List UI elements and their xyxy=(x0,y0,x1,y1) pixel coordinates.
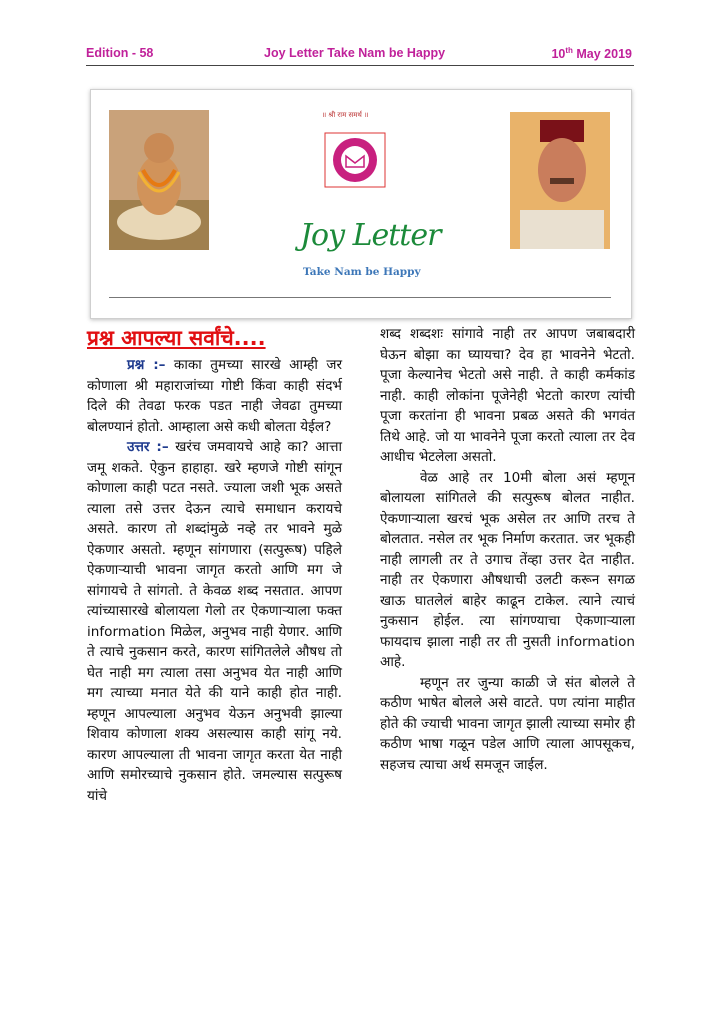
man-in-cap-photo xyxy=(510,112,610,249)
article-right-column xyxy=(380,324,635,775)
brand-tagline: Take Nam be Happy xyxy=(303,266,421,278)
edition-label: Edition - 58 xyxy=(86,46,154,60)
right-paragraph-2: वेळ आहे तर 10मी बोला असं म्हणून बोलायला सांगितले की सत्पुरूष बोलत नाहीत. ऐकणाऱ्याला खरचं भूक असेल तर आणि तरच ते बोलतात. नसेल तर भूक निर्माण करतात. जर भूकही नाही लागली तर ते उगाच तेंव्हा उत्तर देत नाहीत. नाही तर ऐकणारा औषधाची उलटी करून सगळ खाऊ घातलेलं बाहेर काढून टाकेल. त्याने त्याचं नुकसान होईल. त्या सांगण्याचा ऐकणाऱ्याला फायदाच झाला नाही तर ती नुसती information आहे. xyxy=(380,469,635,670)
article-left-column xyxy=(87,355,342,806)
answer-text: खरंच जमवायचे आहे का? आत्ता जमू शकते. ऐकुन हाहाहा. खरे म्हणजे गोष्टी सांगून कोणाला काही पटत नसते. ज्याला जशी भूक असते त्याला तसे उत्तर देऊन त्याचे समाधान करायचे असते. कारण तो शब्दांमुळे नव्हे तर भावने मुळे ऐकणार असतो. म्हणून सांगणारा (सत्पुरूष) पहिले ऐकणाऱ्याची भावना जागृत करतो आणि मग जे सांगायचे ते सांगतो. ते केवळ शब्द नसतात. आपण त्यांच्यासारखे बोलायला गेलो तर ऐकणाऱ्याला फक्त information मिळेल, अनुभव नाही येणार. आणि ते त्याचे नुकसान करते, कारण सांगितलेले औषध तो घेत नाही मग त्याला तसा अनुभव येत नाही आणि मग त्याच्या मनात येते की याने काही होत नाही. म्हणून आपल्याला अनुभव येऊन अनुभवी झाल्या शिवाय कोणाला शक्य असल्यास काही सांगू नये. कारण आपल्याला ती भावना जागृत करता येत नाही आणि समोरच्याचे नुकसान होते. जमल्यास सत्पुरूष यांचे xyxy=(87,439,342,804)
issue-date: 10th May 2019 xyxy=(551,46,632,62)
joy-letter-logo xyxy=(324,132,386,188)
right-paragraph-1: शब्द शब्दशः सांगावे नाही तर आपण जबाबदारी घेऊन बोझा का घ्यायचा? देव हा भावनेने भेटतो. पूजा केल्यानेच भेटतो असे नाही. ते काही कर्मकांड नाही. काही लोकांना पूजेनेही भेटतो कारण त्यांची पूजा करतांना ही भावना प्रबळ असते की भगवंत तिथे आहे. जो या भावनेने पूजा करतो त्याला तर देव आधीच भेटलेला असतो. xyxy=(380,326,635,465)
question-label: प्रश्न :– xyxy=(127,357,166,373)
answer-label: उत्तर :– xyxy=(127,439,169,455)
banner-divider xyxy=(109,297,611,298)
masthead-banner xyxy=(90,89,632,319)
page-header xyxy=(86,44,634,64)
article-title: प्रश्न आपल्या सर्वांचे.... xyxy=(87,326,266,350)
question-paragraph xyxy=(87,355,342,437)
right-paragraph-3: म्हणून तर जुन्या काळी जे संत बोलले ते कठीण भाषेत बोलले असे वाटते. पण त्यांना माहीत होते की ज्याची भावना जागृत झाली त्याच्या समोर ही कठीण भाषा गळून पडेल आणि त्याला आपसूकच, सहजच त्याचा अर्थ समजून जाईल. xyxy=(380,674,635,773)
question-text: काका तुमच्या सारखे आम्ही जर कोणाला श्री महाराजांच्या गोष्टी किंवा काही संदर्भ दिले की तेवढा फरक पडत नाही जेवढा तुमच्या बोलण्यानं होतो. आम्हाला असे कधी बोलता येईल? xyxy=(87,357,343,435)
answer-paragraph xyxy=(87,437,342,806)
seated-saint-photo xyxy=(109,110,209,250)
brand-name: Joy Letter xyxy=(300,218,441,253)
header-title: Joy Letter Take Nam be Happy xyxy=(264,46,446,60)
header-divider xyxy=(86,65,634,66)
shri-ram-text: ॥ श्री राम समर्थ ॥ xyxy=(322,111,369,119)
